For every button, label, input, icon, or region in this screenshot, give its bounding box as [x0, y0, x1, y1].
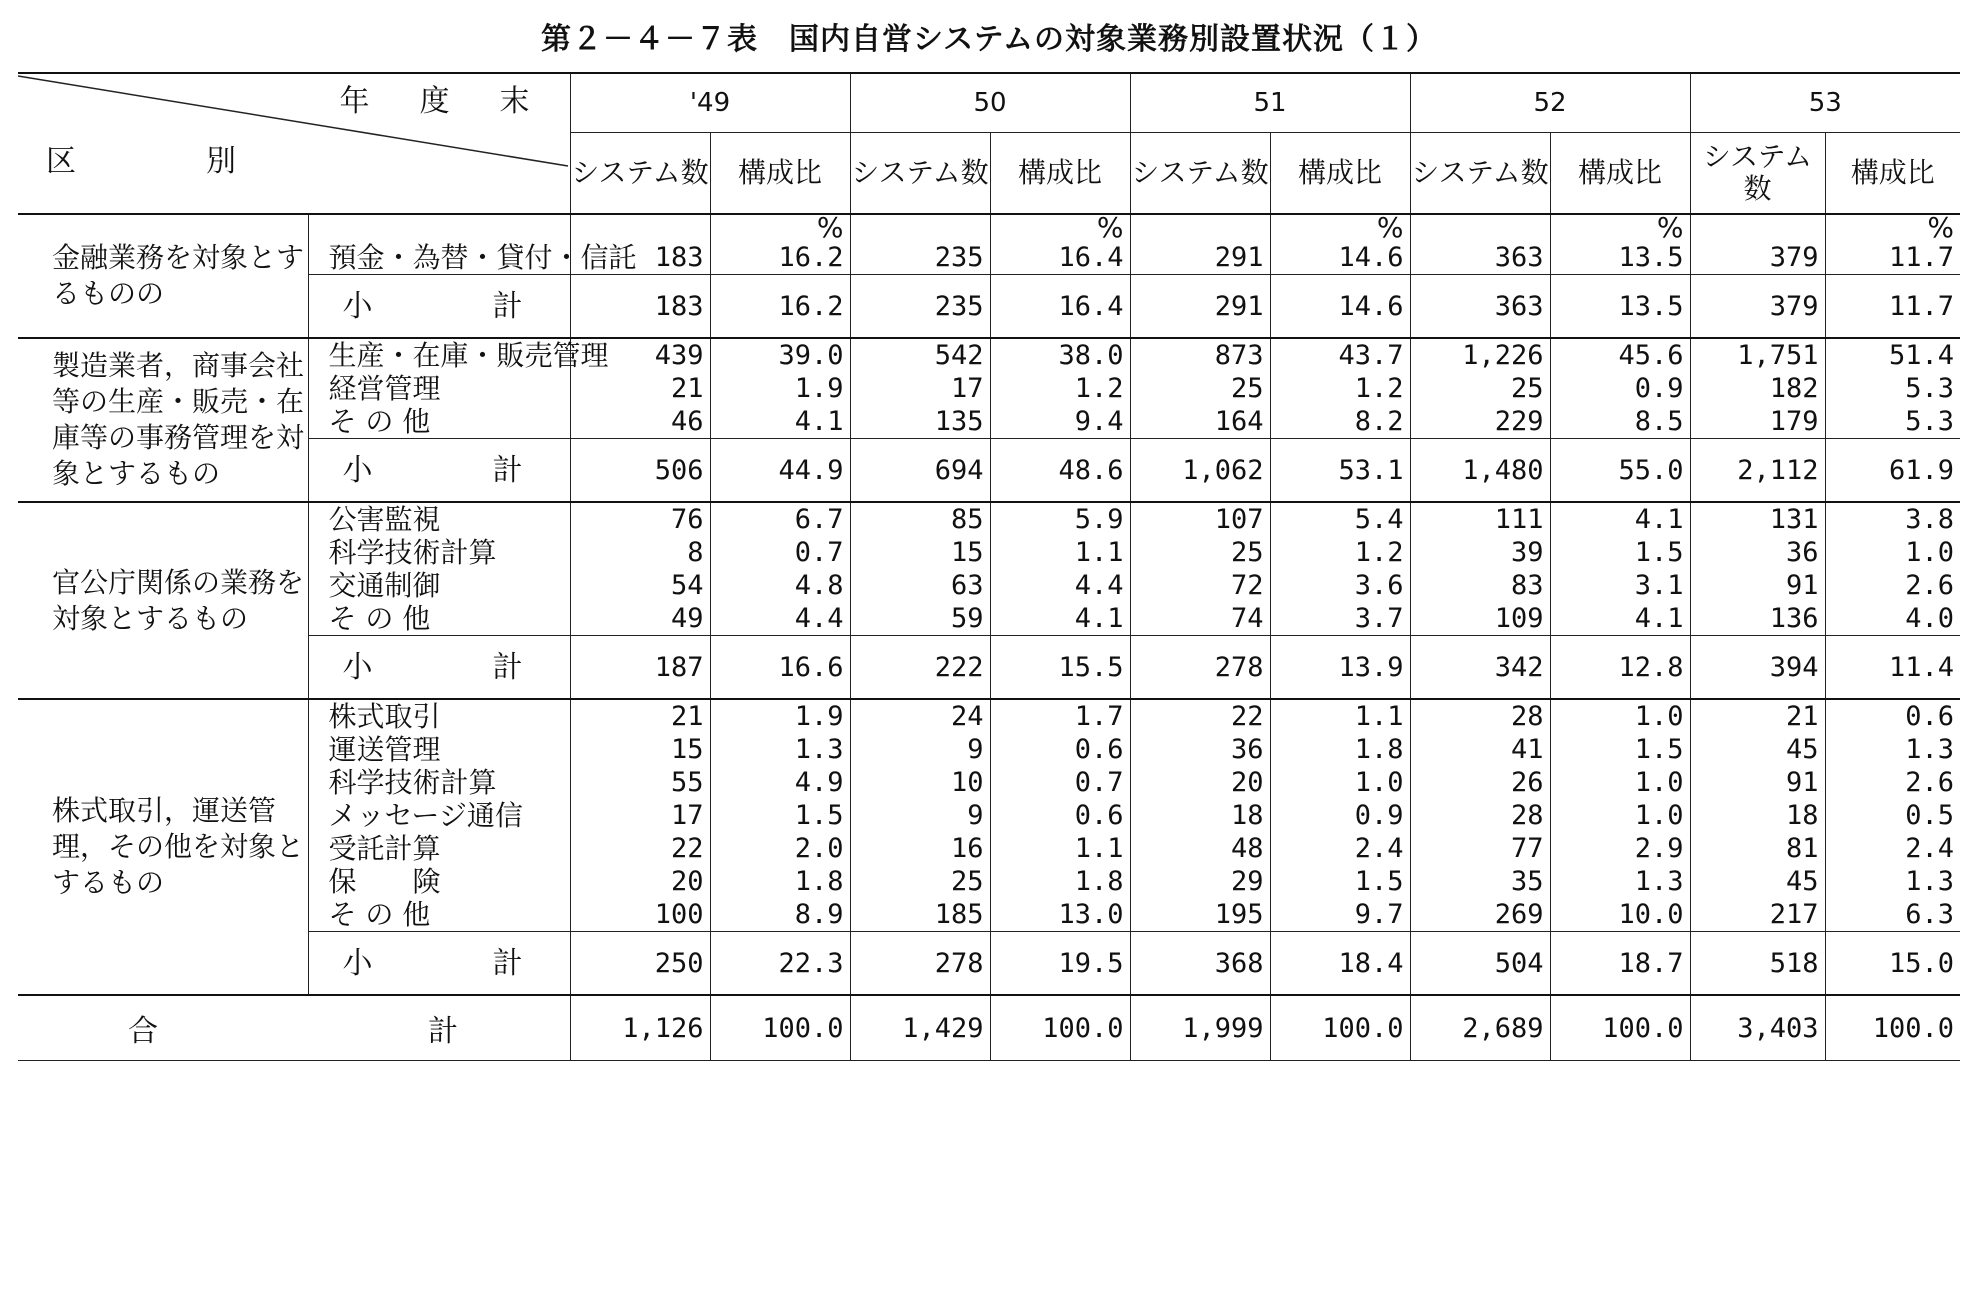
- year-header: 52: [1410, 73, 1690, 133]
- ratio-cell: 0.7: [990, 766, 1130, 799]
- year-header: '49: [570, 73, 850, 133]
- systems-count-cell: 9: [850, 799, 990, 832]
- systems-count-cell: 506: [570, 439, 710, 503]
- ratio-cell: 13.9: [1270, 636, 1410, 700]
- subtotal-label: 小 計: [308, 636, 570, 700]
- systems-count-cell: 15: [570, 733, 710, 766]
- systems-count-cell: 76: [570, 502, 710, 536]
- systems-count-cell: 41: [1410, 733, 1550, 766]
- systems-count-cell: 136: [1690, 602, 1825, 636]
- composition-ratio-header: 構成比: [710, 133, 850, 215]
- ratio-cell: 2.6: [1825, 569, 1960, 602]
- systems-count-cell: 1,429: [850, 995, 990, 1061]
- ratio-cell: 8.5: [1550, 405, 1690, 439]
- systems-count-cell: 278: [850, 932, 990, 996]
- empty-cell: [570, 214, 710, 241]
- systems-count-cell: 109: [1410, 602, 1550, 636]
- systems-count-cell: 55: [570, 766, 710, 799]
- ratio-cell: 9.4: [990, 405, 1130, 439]
- systems-count-cell: 135: [850, 405, 990, 439]
- systems-count-cell: 379: [1690, 241, 1825, 275]
- empty-cell: [850, 214, 990, 241]
- ratio-cell: 6.7: [710, 502, 850, 536]
- ratio-cell: 10.0: [1550, 898, 1690, 932]
- percent-sign: %: [710, 214, 850, 241]
- ratio-cell: 0.7: [710, 536, 850, 569]
- systems-count-cell: 542: [850, 338, 990, 372]
- ratio-cell: 1.0: [1825, 536, 1960, 569]
- item-label: 公害監視: [308, 502, 570, 536]
- ratio-cell: 8.9: [710, 898, 850, 932]
- ratio-cell: 1.3: [1825, 733, 1960, 766]
- systems-count-cell: 107: [1130, 502, 1270, 536]
- systems-count-cell: 29: [1130, 865, 1270, 898]
- ratio-cell: 1.2: [1270, 536, 1410, 569]
- composition-ratio-header: 構成比: [1270, 133, 1410, 215]
- category-label: 官公庁関係の業務を対象とするもの: [18, 502, 308, 699]
- grand-total-label-left: 合: [128, 1014, 158, 1049]
- systems-count-cell: 694: [850, 439, 990, 503]
- year-end-label: 年 度 末: [339, 84, 540, 119]
- ratio-cell: 44.9: [710, 439, 850, 503]
- systems-count-cell: 1,226: [1410, 338, 1550, 372]
- ratio-cell: 5.4: [1270, 502, 1410, 536]
- ratio-cell: 3.7: [1270, 602, 1410, 636]
- ratio-cell: 2.4: [1270, 832, 1410, 865]
- systems-count-cell: 164: [1130, 405, 1270, 439]
- systems-count-cell: 1,999: [1130, 995, 1270, 1061]
- ratio-cell: 16.4: [990, 275, 1130, 339]
- systems-count-cell: 22: [1130, 699, 1270, 733]
- systems-count-cell: 873: [1130, 338, 1270, 372]
- systems-count-cell: 183: [570, 241, 710, 275]
- systems-count-cell: 2,112: [1690, 439, 1825, 503]
- systems-count-cell: 235: [850, 275, 990, 339]
- ratio-cell: 11.7: [1825, 275, 1960, 339]
- ratio-cell: 5.9: [990, 502, 1130, 536]
- systems-count-cell: 1,480: [1410, 439, 1550, 503]
- ratio-cell: 1.0: [1550, 766, 1690, 799]
- ratio-cell: 4.1: [710, 405, 850, 439]
- percent-sign: %: [990, 214, 1130, 241]
- item-label: 科学技術計算: [308, 536, 570, 569]
- systems-count-cell: 185: [850, 898, 990, 932]
- composition-ratio-header: 構成比: [1550, 133, 1690, 215]
- systems-count-cell: 22: [570, 832, 710, 865]
- systems-count-cell: 17: [570, 799, 710, 832]
- systems-count-cell: 504: [1410, 932, 1550, 996]
- ratio-cell: 48.6: [990, 439, 1130, 503]
- systems-count-cell: 18: [1130, 799, 1270, 832]
- systems-count-cell: 2,689: [1410, 995, 1550, 1061]
- item-label: 運送管理: [308, 733, 570, 766]
- systems-count-cell: 45: [1690, 733, 1825, 766]
- ratio-cell: 18.4: [1270, 932, 1410, 996]
- ratio-cell: 4.0: [1825, 602, 1960, 636]
- ratio-cell: 4.1: [1550, 602, 1690, 636]
- item-label: 保 険: [308, 865, 570, 898]
- ratio-cell: 0.6: [1825, 699, 1960, 733]
- ratio-cell: 100.0: [990, 995, 1130, 1061]
- ratio-cell: 1.8: [710, 865, 850, 898]
- systems-count-cell: 83: [1410, 569, 1550, 602]
- ratio-cell: 4.4: [990, 569, 1130, 602]
- ratio-cell: 100.0: [710, 995, 850, 1061]
- ratio-cell: 11.4: [1825, 636, 1960, 700]
- category-label: 株式取引，運送管理，その他を対象とするもの: [18, 699, 308, 995]
- ratio-cell: 3.6: [1270, 569, 1410, 602]
- ratio-cell: 1.9: [710, 372, 850, 405]
- ratio-cell: 16.2: [710, 275, 850, 339]
- table-row: [18, 865, 1960, 898]
- ratio-cell: 9.7: [1270, 898, 1410, 932]
- ratio-cell: 1.3: [1550, 865, 1690, 898]
- ratio-cell: 2.9: [1550, 832, 1690, 865]
- table-row: [18, 699, 1960, 733]
- systems-count-cell: 63: [850, 569, 990, 602]
- item-label: そ の 他: [308, 898, 570, 932]
- ratio-cell: 1.0: [1550, 799, 1690, 832]
- systems-count-cell: 39: [1410, 536, 1550, 569]
- ratio-cell: 1.0: [1550, 699, 1690, 733]
- ratio-cell: 5.3: [1825, 405, 1960, 439]
- ratio-cell: 1.2: [990, 372, 1130, 405]
- systems-count-cell: 368: [1130, 932, 1270, 996]
- grand-total-label-right: 計: [428, 1014, 458, 1049]
- systems-count-cell: 182: [1690, 372, 1825, 405]
- ratio-cell: 13.5: [1550, 275, 1690, 339]
- systems-count-cell: 131: [1690, 502, 1825, 536]
- systems-count-cell: 28: [1410, 799, 1550, 832]
- subtotal-row: [18, 439, 1960, 503]
- ratio-cell: 39.0: [710, 338, 850, 372]
- header-corner: [18, 73, 570, 214]
- systems-count-cell: 91: [1690, 569, 1825, 602]
- systems-count-cell: 85: [850, 502, 990, 536]
- ratio-cell: 1.5: [1270, 865, 1410, 898]
- systems-count-cell: 45: [1690, 865, 1825, 898]
- systems-count-cell: 24: [850, 699, 990, 733]
- subtotal-label: 小 計: [308, 275, 570, 339]
- table-row: [18, 799, 1960, 832]
- ratio-cell: 11.7: [1825, 241, 1960, 275]
- table-row: [18, 832, 1960, 865]
- table-row: [18, 372, 1960, 405]
- systems-count-cell: 21: [570, 699, 710, 733]
- item-label: 株式取引: [308, 699, 570, 733]
- systems-count-cell: 394: [1690, 636, 1825, 700]
- systems-count-cell: 18: [1690, 799, 1825, 832]
- systems-count-cell: 81: [1690, 832, 1825, 865]
- systems-count-cell: 187: [570, 636, 710, 700]
- ratio-cell: 4.8: [710, 569, 850, 602]
- table-row: [18, 502, 1960, 536]
- systems-count-cell: 342: [1410, 636, 1550, 700]
- year-header: 53: [1690, 73, 1960, 133]
- systems-count-cell: 379: [1690, 275, 1825, 339]
- systems-count-cell: 3,403: [1690, 995, 1825, 1061]
- table-row: [18, 536, 1960, 569]
- percent-sign: %: [1550, 214, 1690, 241]
- ratio-cell: 1.1: [990, 832, 1130, 865]
- empty-cell: [1690, 214, 1825, 241]
- systems-count-cell: 1,751: [1690, 338, 1825, 372]
- ratio-cell: 1.8: [1270, 733, 1410, 766]
- systems-count-cell: 72: [1130, 569, 1270, 602]
- ratio-cell: 38.0: [990, 338, 1130, 372]
- systems-count-cell: 26: [1410, 766, 1550, 799]
- ratio-cell: 4.4: [710, 602, 850, 636]
- systems-count-cell: 183: [570, 275, 710, 339]
- subtotal-row: [18, 932, 1960, 996]
- ratio-cell: 1.5: [1550, 536, 1690, 569]
- systems-count-cell: 229: [1410, 405, 1550, 439]
- year-header: 51: [1130, 73, 1410, 133]
- ratio-cell: 13.5: [1550, 241, 1690, 275]
- systems-count-cell: 17: [850, 372, 990, 405]
- systems-count-cell: 195: [1130, 898, 1270, 932]
- ratio-cell: 100.0: [1825, 995, 1960, 1061]
- ratio-cell: 1.5: [710, 799, 850, 832]
- systems-count-cell: 25: [850, 865, 990, 898]
- systems-count-cell: 269: [1410, 898, 1550, 932]
- item-label: 受託計算: [308, 832, 570, 865]
- table-row: [18, 338, 1960, 372]
- year-header: 50: [850, 73, 1130, 133]
- ratio-cell: 100.0: [1550, 995, 1690, 1061]
- ratio-cell: 18.7: [1550, 932, 1690, 996]
- systems-count-cell: 222: [850, 636, 990, 700]
- ratio-cell: 1.3: [1825, 865, 1960, 898]
- systems-count-cell: 291: [1130, 275, 1270, 339]
- systems-count-cell: 10: [850, 766, 990, 799]
- systems-count-cell: 59: [850, 602, 990, 636]
- systems-count-header: システム数: [1690, 133, 1825, 215]
- systems-count-header: システム数: [850, 133, 990, 215]
- ratio-cell: 8.2: [1270, 405, 1410, 439]
- subtotal-label: 小 計: [308, 932, 570, 996]
- systems-count-cell: 91: [1690, 766, 1825, 799]
- composition-ratio-header: 構成比: [990, 133, 1130, 215]
- table-row: [18, 405, 1960, 439]
- systems-count-cell: 1,062: [1130, 439, 1270, 503]
- table-row: [18, 766, 1960, 799]
- ratio-cell: 16.4: [990, 241, 1130, 275]
- ratio-cell: 16.2: [710, 241, 850, 275]
- table-row: [18, 241, 1960, 275]
- systems-count-cell: 74: [1130, 602, 1270, 636]
- systems-count-cell: 48: [1130, 832, 1270, 865]
- subtotal-label: 小 計: [308, 439, 570, 503]
- systems-count-cell: 21: [570, 372, 710, 405]
- systems-count-cell: 16: [850, 832, 990, 865]
- grand-total-label: [18, 995, 570, 1061]
- ratio-cell: 0.9: [1270, 799, 1410, 832]
- systems-count-cell: 54: [570, 569, 710, 602]
- ratio-cell: 19.5: [990, 932, 1130, 996]
- item-label: 科学技術計算: [308, 766, 570, 799]
- percent-sign-row: [18, 214, 1960, 241]
- table-row: [18, 733, 1960, 766]
- ratio-cell: 1.5: [1550, 733, 1690, 766]
- item-label: そ の 他: [308, 602, 570, 636]
- empty-cell: [1410, 214, 1550, 241]
- item-label: そ の 他: [308, 405, 570, 439]
- systems-count-cell: 363: [1410, 241, 1550, 275]
- systems-count-header: システム数: [570, 133, 710, 215]
- ratio-cell: 1.9: [710, 699, 850, 733]
- systems-count-cell: 217: [1690, 898, 1825, 932]
- ratio-cell: 6.3: [1825, 898, 1960, 932]
- systems-count-cell: 36: [1690, 536, 1825, 569]
- table-row: [18, 602, 1960, 636]
- ratio-cell: 2.0: [710, 832, 850, 865]
- percent-sign: %: [1825, 214, 1960, 241]
- systems-count-cell: 291: [1130, 241, 1270, 275]
- ratio-cell: 4.1: [990, 602, 1130, 636]
- systems-count-cell: 250: [570, 932, 710, 996]
- category-label: 金融業務を対象とするものの: [18, 214, 308, 338]
- ratio-cell: 2.6: [1825, 766, 1960, 799]
- ratio-cell: 1.1: [990, 536, 1130, 569]
- systems-count-cell: 15: [850, 536, 990, 569]
- grand-total-row: [18, 995, 1960, 1061]
- systems-count-cell: 25: [1410, 372, 1550, 405]
- ratio-cell: 15.0: [1825, 932, 1960, 996]
- ratio-cell: 0.6: [990, 733, 1130, 766]
- ratio-cell: 4.9: [710, 766, 850, 799]
- systems-count-cell: 49: [570, 602, 710, 636]
- systems-count-cell: 77: [1410, 832, 1550, 865]
- ratio-cell: 0.6: [990, 799, 1130, 832]
- systems-count-cell: 25: [1130, 536, 1270, 569]
- ratio-cell: 12.8: [1550, 636, 1690, 700]
- data-grid: [18, 72, 1960, 1061]
- table-row: [18, 898, 1960, 932]
- ratio-cell: 1.1: [1270, 699, 1410, 733]
- ratio-cell: 43.7: [1270, 338, 1410, 372]
- composition-ratio-header: 構成比: [1825, 133, 1960, 215]
- systems-count-cell: 28: [1410, 699, 1550, 733]
- systems-count-header: システム数: [1130, 133, 1270, 215]
- category-label: 製造業者，商事会社等の生産・販売・在庫等の事務管理を対象とするもの: [18, 338, 308, 502]
- systems-count-cell: 35: [1410, 865, 1550, 898]
- systems-count-cell: 111: [1410, 502, 1550, 536]
- ratio-cell: 4.1: [1550, 502, 1690, 536]
- empty-cell: [1130, 214, 1270, 241]
- systems-count-cell: 179: [1690, 405, 1825, 439]
- ratio-cell: 100.0: [1270, 995, 1410, 1061]
- ratio-cell: 15.5: [990, 636, 1130, 700]
- systems-count-cell: 25: [1130, 372, 1270, 405]
- ratio-cell: 45.6: [1550, 338, 1690, 372]
- subtotal-row: [18, 275, 1960, 339]
- systems-count-cell: 36: [1130, 733, 1270, 766]
- ratio-cell: 14.6: [1270, 241, 1410, 275]
- percent-sign: %: [1270, 214, 1410, 241]
- ratio-cell: 51.4: [1825, 338, 1960, 372]
- ratio-cell: 61.9: [1825, 439, 1960, 503]
- systems-count-cell: 20: [1130, 766, 1270, 799]
- ratio-cell: 14.6: [1270, 275, 1410, 339]
- subtotal-row: [18, 636, 1960, 700]
- statistics-table: [18, 72, 1960, 1292]
- item-label: メッセージ通信: [308, 799, 570, 832]
- ratio-cell: 55.0: [1550, 439, 1690, 503]
- ratio-cell: 16.6: [710, 636, 850, 700]
- systems-count-cell: 100: [570, 898, 710, 932]
- ratio-cell: 1.2: [1270, 372, 1410, 405]
- ratio-cell: 13.0: [990, 898, 1130, 932]
- ratio-cell: 1.7: [990, 699, 1130, 733]
- systems-count-cell: 21: [1690, 699, 1825, 733]
- ratio-cell: 5.3: [1825, 372, 1960, 405]
- item-label: 預金・為替・貸付・信託: [308, 241, 570, 275]
- systems-count-cell: 46: [570, 405, 710, 439]
- ratio-cell: 2.4: [1825, 832, 1960, 865]
- ratio-cell: 53.1: [1270, 439, 1410, 503]
- ratio-cell: 3.8: [1825, 502, 1960, 536]
- ratio-cell: 1.8: [990, 865, 1130, 898]
- item-label: 経営管理: [308, 372, 570, 405]
- ratio-cell: 0.9: [1550, 372, 1690, 405]
- item-label: 交通制御: [308, 569, 570, 602]
- table-row: [18, 569, 1960, 602]
- ratio-cell: 1.3: [710, 733, 850, 766]
- systems-count-header: システム数: [1410, 133, 1550, 215]
- ratio-cell: 22.3: [710, 932, 850, 996]
- systems-count-cell: 8: [570, 536, 710, 569]
- systems-count-cell: 235: [850, 241, 990, 275]
- table-title: 第２－４－７表 国内自営システムの対象業務別設置状況（１）: [541, 22, 1437, 57]
- systems-count-cell: 518: [1690, 932, 1825, 996]
- empty-label-cell: [308, 214, 570, 241]
- systems-count-cell: 439: [570, 338, 710, 372]
- item-label: 生産・在庫・販売管理: [308, 338, 570, 372]
- systems-count-cell: 20: [570, 865, 710, 898]
- systems-count-cell: 9: [850, 733, 990, 766]
- systems-count-cell: 1,126: [570, 995, 710, 1061]
- ratio-cell: 1.0: [1270, 766, 1410, 799]
- systems-count-cell: 363: [1410, 275, 1550, 339]
- kubun-label: 区 別: [46, 144, 246, 179]
- ratio-cell: 3.1: [1550, 569, 1690, 602]
- ratio-cell: 0.5: [1825, 799, 1960, 832]
- systems-count-cell: 278: [1130, 636, 1270, 700]
